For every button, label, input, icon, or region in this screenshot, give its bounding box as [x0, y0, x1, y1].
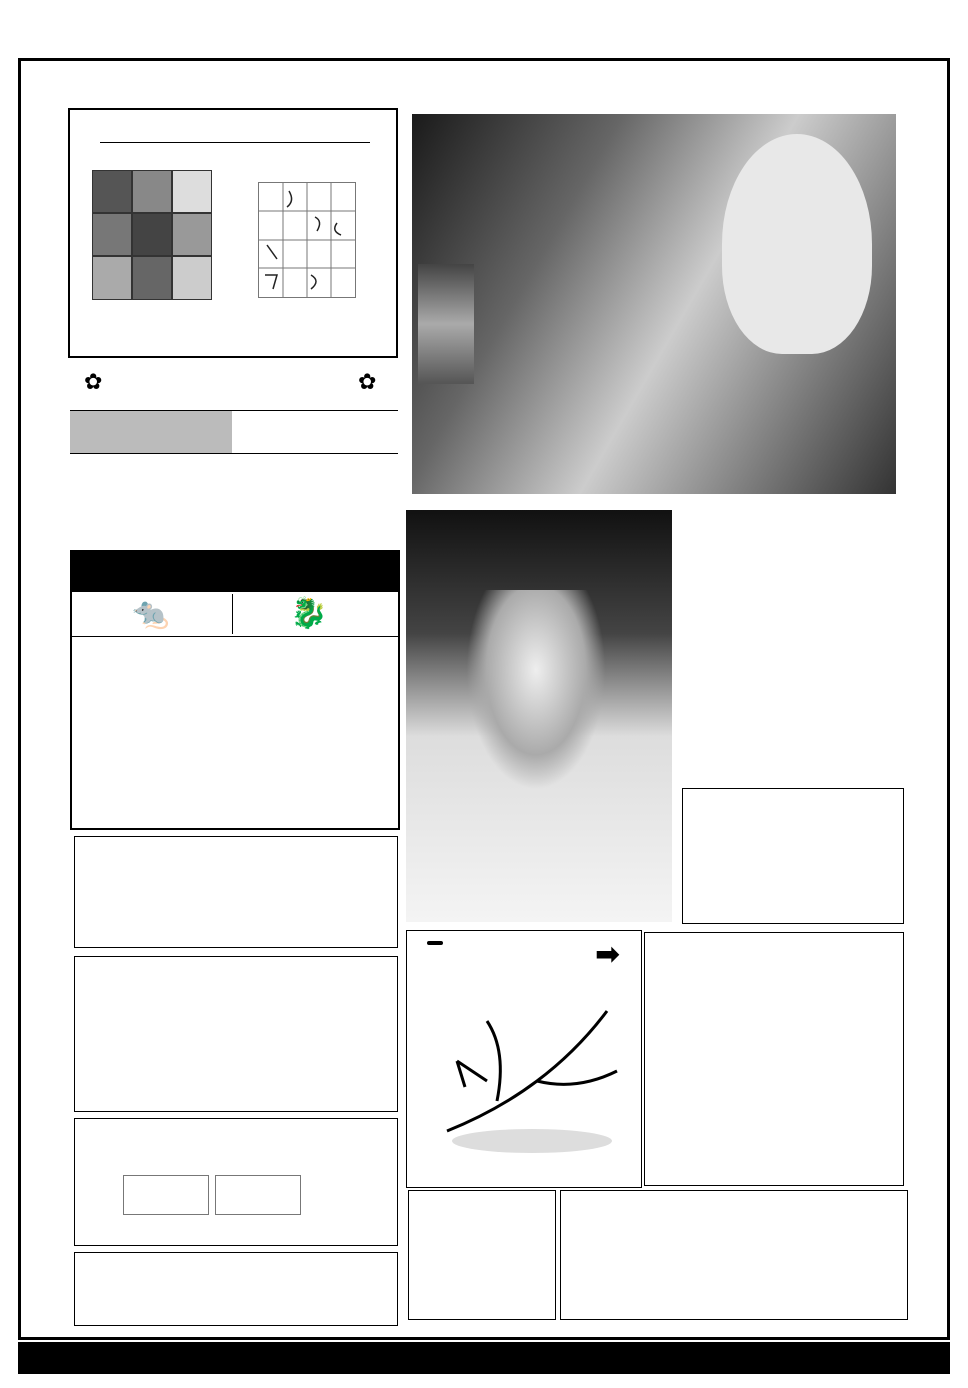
flower-icon: ✿ — [84, 370, 103, 395]
history-table — [408, 1190, 556, 1320]
forecast-box — [74, 836, 398, 948]
tab-odd-number — [236, 411, 398, 453]
cover-inset-photo — [418, 264, 474, 384]
tabs-row — [70, 410, 398, 454]
zodiac-divider — [232, 594, 233, 634]
zodiac-row-rule — [72, 636, 398, 637]
dot-chart — [560, 1190, 908, 1320]
attached-title — [427, 941, 443, 945]
rat-icon: 🐀 — [132, 596, 170, 631]
attached-chart-box — [406, 930, 642, 1188]
gift-box — [74, 956, 398, 1112]
dragon-icon: 🐉 — [290, 596, 328, 631]
lucky-zodiac-title — [72, 552, 398, 592]
zodiac-puzzle-right — [258, 182, 356, 298]
flower-icon: ✿ — [358, 370, 377, 395]
cover-photo-light — [722, 134, 872, 354]
poem-box — [644, 932, 904, 1186]
wave-photo-figure — [466, 590, 606, 790]
arrow-right-icon: ➡ — [595, 937, 621, 972]
wave-photo — [406, 510, 672, 922]
newyear-num-box-2 — [215, 1175, 301, 1215]
reminder-box — [682, 788, 904, 924]
newyear-num-box-1 — [123, 1175, 209, 1215]
cover-photo — [412, 114, 896, 494]
puzzle-grid-lines — [259, 183, 355, 297]
zodiac-puzzle-left — [92, 170, 212, 300]
history-box — [74, 1252, 398, 1326]
branch-illustration — [437, 991, 627, 1171]
lucky-zodiac-box — [70, 550, 400, 830]
puzzle-title-rule — [100, 142, 370, 143]
footer-bar — [18, 1342, 950, 1374]
puzzle-box — [68, 108, 398, 358]
tab-small-number — [70, 411, 232, 453]
newyear-box — [74, 1118, 398, 1246]
